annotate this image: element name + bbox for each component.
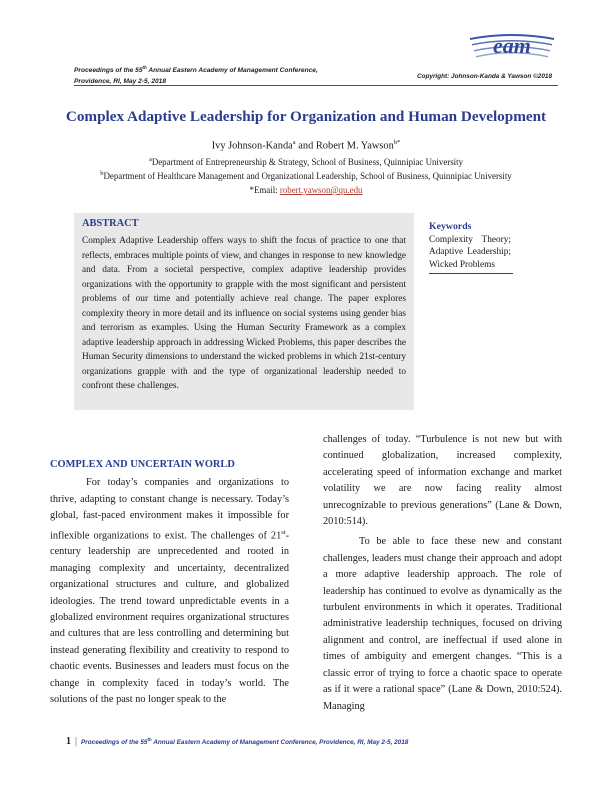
keywords-rule bbox=[429, 273, 513, 274]
body-column-2 bbox=[323, 432, 562, 715]
body-paragraph-2: challenges of today. “Turbulence is not new but with continued globalization, increased complexity, accelerating speed of information exchange and market volatility we are now facing reality almost unrecognizable to previous generations” (Lane & Down, 2010:514). bbox=[323, 434, 562, 528]
logo-text: eam bbox=[493, 33, 531, 58]
email-line: *Email: robert.yawson@qu.edu bbox=[249, 185, 363, 195]
body-column-1 bbox=[50, 457, 289, 709]
author-line: Ivy Johnson-Kanda$^a$ and Robert M. Yawson$^{b*}$ bbox=[211, 139, 401, 152]
copyright-notice: Copyright: Johnson-Kanda & Yawson ©2018 bbox=[416, 73, 552, 80]
email-link[interactable]: robert.yawson@qu.edu bbox=[279, 185, 363, 195]
page-footer bbox=[66, 736, 408, 747]
header-line-1: Proceedings of the 55th Annual Eastern Academy of Management Conference, bbox=[74, 65, 318, 75]
page-number: 1 bbox=[66, 736, 71, 747]
body-paragraph-3: To be able to face these new and constant challenges, leaders must change their approach and adopt a more adaptive leadership approach. The role of leadership has continued to evolve as dynamically as the turbulent environments in which it operates. Traditional administrative leadership techniques, focused on driving alignment and control, are ineffectual if used alone in times of ambiguity and emergent changes. “This is a classic error of trying to force a chaotic space to operate as if it were a rational space” (Lane & Down, 2010:524). Managing bbox=[323, 536, 562, 712]
affiliation-b: $^b$Department of Healthcare Management and Organizational Leadership, School of Business, Quinnipiac University bbox=[100, 170, 512, 181]
footer-text: Proceedings of the 55th Annual Eastern Academy of Management Conference, Providence, RI, May 2-5, 2018 bbox=[81, 736, 409, 746]
keywords-heading: Keywords bbox=[429, 221, 472, 232]
running-header bbox=[74, 62, 318, 87]
body-paragraph-1: For today’s companies and organizations to thrive, adapting to constant change is necessary. Today’s global, fast-paced environment makes it impossible for inflexible organizations to exist. The challenges of 21st-century leadership are unprecedented and rooted in managing complexity and uncertainty, decentralized organizational structures and culture, and globalized ideologies. The trend toward unpredictable events in a globalized environment requires organizational structures and cultures that are less controlling and determining but instead generating flexibility and creativity to respond to chaotic events. Businesses and leaders must focus on the change in complexity faced in today’s world. The solutions of the past no longer speak to the bbox=[50, 477, 289, 706]
section-heading: COMPLEX AND UNCERTAIN WORLD bbox=[50, 459, 235, 470]
abstract-text: Complex Adaptive Leadership offers ways to shift the focus of practice to one that reflects, embraces multiple points of view, and changes in response to new knowledge and data. From a societal perspective, complex adaptive leadership provides organizations with the opportunity to grapple with the most significant and persistent problems of our time and potentially achieve real change. The paper explores complexity theory in more detail and its influence on social systems using gender bias and terrorism as examples. Using the Human Security Framework as a complex adaptive leadership approach in addressing Wicked Problems, this paper describes the Human Security dimensions to understand the wicked problems in which 21st-century organizations grapple with and the type of organizational leadership needed to confront these challenges. bbox=[82, 236, 406, 391]
footer-separator: | bbox=[75, 736, 78, 747]
affiliation-a: $^a$Department of Entrepreneurship & Strategy, School of Business, Quinnipiac University bbox=[148, 156, 464, 167]
header-line-2: Providence, RI, May 2-5, 2018 bbox=[74, 78, 166, 86]
paper-title: Complex Adaptive Leadership for Organization and Human Development bbox=[65, 108, 547, 125]
abstract-box bbox=[74, 213, 414, 410]
header-rule bbox=[74, 85, 558, 86]
keywords-text: Complexity Theory; Adaptive Leadership; Wicked Problems bbox=[429, 234, 511, 270]
eam-logo bbox=[466, 28, 558, 66]
abstract-heading: ABSTRACT bbox=[82, 218, 139, 229]
keywords-box bbox=[429, 221, 511, 274]
